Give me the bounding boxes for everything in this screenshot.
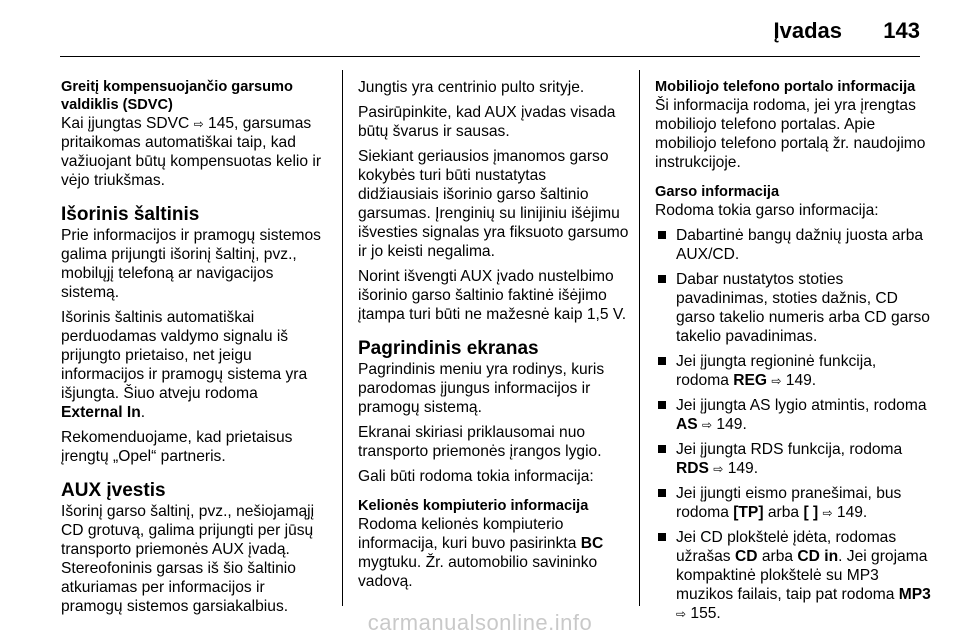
list-item: Jei įjungta AS lygio atmintis, rodoma AS ⇨ 149. <box>655 396 933 434</box>
bc-button-label: BC <box>580 535 604 552</box>
phone-portal-paragraph: Ši informacija rodoma, jei yra įrengtas mobiliojo telefono portalas. Apie mobiliojo telefono portalą žr. naudojimo instrukcijoje. <box>655 97 926 171</box>
bullet-square-icon <box>658 231 666 239</box>
header-title: Įvadas <box>773 18 842 43</box>
column-3 <box>655 78 933 629</box>
external-source-paragraph-1: Prie informacijos ir pramogų sistemos galima prijungti išorinį šaltinį, pvz., mobilųjį telefoną ar navigacijos sistemą. <box>61 227 321 301</box>
arrow-right-icon: ⇨ <box>702 418 713 432</box>
audio-info-intro: Rodoma tokia garso informacija: <box>655 202 879 219</box>
column-divider-2 <box>639 70 640 606</box>
aux-input-paragraph: Išorinį garso šaltinį, pvz., nešiojamąjį CD grotuvą, galima prijungti per jūsų transporto priemonės AUX įvadą. Stereofoninis garsas iš šio šaltinio atkuriamas per informacijos ir pramogų sistemos garsiakalbius. <box>61 503 315 615</box>
list-item: Jei CD plokštelė įdėta, rodomas užrašas CD arba CD in. Jei grojama kompaktinė plokštelė su MP3 muzikos failais, taip pat rodoma MP3 ⇨ 155. <box>655 528 933 623</box>
page-header <box>0 0 960 58</box>
page-number: 143 <box>883 18 920 43</box>
list-item: Dabartinė bangų dažnių juosta arba AUX/CD. <box>655 226 933 264</box>
column-divider-1 <box>342 70 343 606</box>
aux-clean-paragraph: Pasirūpinkite, kad AUX įvadas visada būtų švarus ir sausas. <box>358 104 616 140</box>
main-screen-paragraph-2: Ekranai skiriasi priklausomai nuo transporto priemonės įrangos lygio. <box>358 424 602 460</box>
arrow-right-icon: ⇨ <box>676 607 687 621</box>
column-2 <box>358 78 630 597</box>
sdvc-subheading: Greitį kompensuojančio garsumo valdiklis (SDVC) <box>61 79 293 113</box>
list-item: Dabar nustatytos stoties pavadinimas, stoties dažnis, CD garso takelio numeris arba CD garso takelio pavadinimas. <box>655 270 933 346</box>
main-screen-heading: Pagrindinis ekranas <box>358 338 539 359</box>
arrow-right-icon: ⇨ <box>713 462 724 476</box>
aux-voltage-paragraph: Norint išvengti AUX įvado nustelbimo išorinio garso šaltinio faktinė išėjimo įtampa turi būti ne mažesnė kaip 1,5 V. <box>358 268 627 323</box>
aux-location-paragraph: Jungtis yra centrinio pulto srityje. <box>358 79 585 96</box>
bullet-square-icon <box>658 275 666 283</box>
phone-portal-subheading: Mobiliojo telefono portalo informacija <box>655 79 916 95</box>
main-screen-paragraph-3: Gali būti rodoma tokia informacija: <box>358 468 594 485</box>
bullet-square-icon <box>658 445 666 453</box>
bullet-square-icon <box>658 401 666 409</box>
audio-info-list <box>655 226 933 623</box>
arrow-right-icon: ⇨ <box>822 506 833 520</box>
audio-info-subheading: Garso informacija <box>655 184 780 200</box>
list-item: Jei įjungta RDS funkcija, rodoma RDS ⇨ 149. <box>655 440 933 478</box>
bullet-square-icon <box>658 357 666 365</box>
list-item: Jei įjungta regioninė funkcija, rodoma REG ⇨ 149. <box>655 352 933 390</box>
list-item: Jei įjungti eismo pranešimai, bus rodoma [TP] arba [ ] ⇨ 149. <box>655 484 933 522</box>
header-rule <box>60 56 920 57</box>
trip-computer-subheading: Kelionės kompiuterio informacija <box>358 498 589 514</box>
external-source-heading: Išorinis šaltinis <box>61 204 200 225</box>
sdvc-paragraph: Kai įjungtas SDVC ⇨ 145, garsumas pritaikomas automatiškai taip, kad važiuojant būtų kompensuotas kelio ir vėjo triukšmas. <box>61 115 322 189</box>
external-source-paragraph-3: Rekomenduojame, kad prietaisus įrengtų „Opel“ partneris. <box>61 429 293 465</box>
arrow-right-icon: ⇨ <box>771 374 782 388</box>
main-screen-paragraph-1: Pagrindinis meniu yra rodinys, kuris parodomas įjungus informacijos ir pramogų sistemą. <box>358 361 605 416</box>
column-1 <box>61 78 329 622</box>
external-in-label: External In <box>61 404 141 421</box>
aux-volume-paragraph: Siekiant geriausios įmanomos garso kokybės turi būti nustatytas didžiausiais išorinio garso šaltinio garsumas. Įrenginių su linijiniu išėjimu išvesties signalas yra fiksuoto garsumo ir jo keisti negalima. <box>358 148 629 260</box>
bullet-square-icon <box>658 533 666 541</box>
watermark: carmanualsonline.info <box>367 610 593 635</box>
aux-input-heading: AUX įvestis <box>61 480 166 501</box>
arrow-right-icon: ⇨ <box>193 117 204 131</box>
trip-computer-paragraph: Rodoma kelionės kompiuterio informacija, kuri buvo pasirinkta BC mygtuku. Žr. automobilio savininko vadovą. <box>358 516 604 590</box>
bullet-square-icon <box>658 489 666 497</box>
external-source-paragraph-2: Išorinis šaltinis automatiškai perduodamas valdymo signalu iš prijungto prietaiso, net jeigu informacijos ir pramogų sistema yra išjungta. Šiuo atveju rodoma External In. <box>61 309 308 421</box>
